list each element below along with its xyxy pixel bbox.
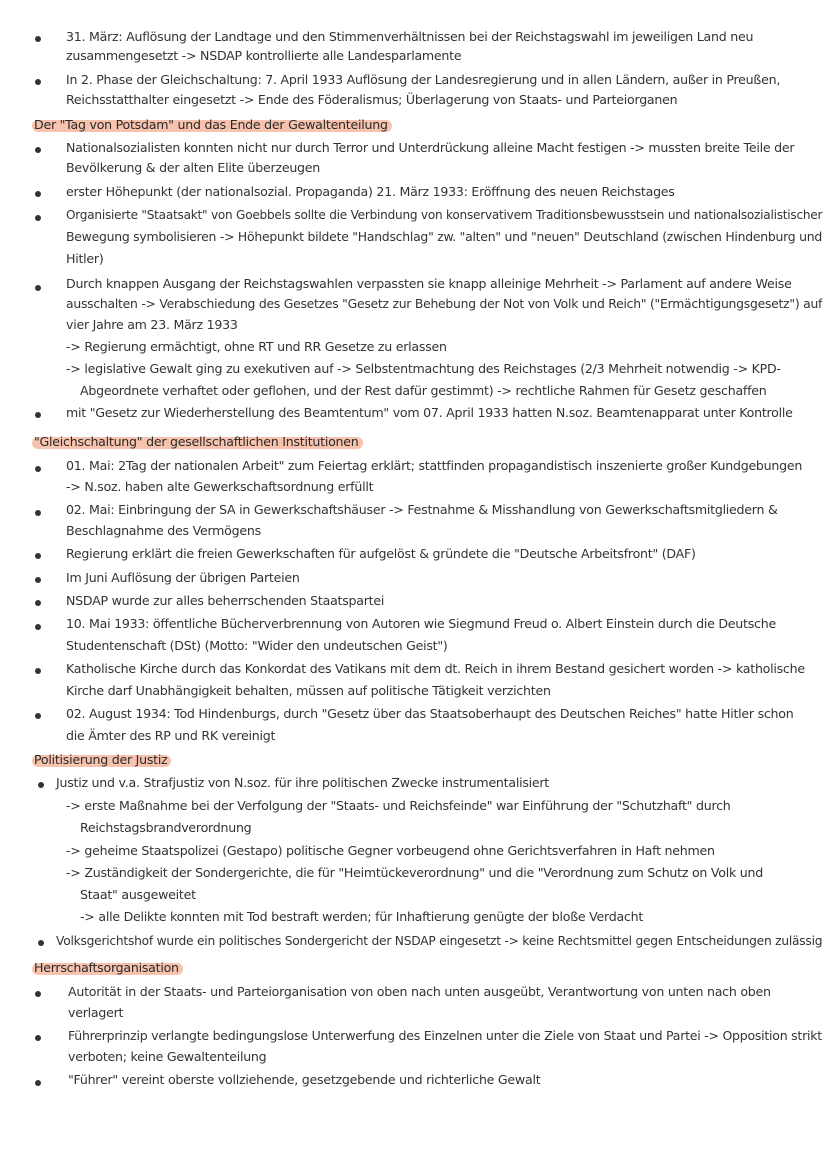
bullet [35,1035,41,1041]
list-item-line: Organisierte "Staatsakt" von Goebbels sollte die Verbindung von konservativem Traditionsbewusstsein und nationalsozialistischer [66,207,823,222]
list-item-line: Staat" ausgeweitet [80,887,196,902]
list-item-line: mit "Gesetz zur Wiederherstellung des Beamtentum" vom 07. April 1933 hatten N.soz. Beamtenapparat unter Kontrolle [66,405,793,420]
list-item-line: 02. Mai: Einbringung der SA in Gewerkschaftshäuser -> Festnahme & Misshandlung von Gewerkschaftsmitgliedern & [66,502,778,517]
list-item-line: ausschalten -> Verabschiedung des Gesetzes "Gesetz zur Behebung der Not von Volk und Reich" ("Ermächtigungsgesetz") auf [66,296,823,311]
bullet [35,600,41,606]
list-item-line: Autorität in der Staats- und Parteiorganisation von oben nach unten ausgeübt, Verantwortung von unten nach oben [68,984,771,999]
list-item-line: 02. August 1934: Tod Hindenburgs, durch "Gesetz über das Staatsoberhaupt des Deutschen Reiches" hatte Hitler schon [66,706,794,721]
bullet [35,36,41,42]
bullet [35,191,41,197]
section-heading: Politisierung der Justiz [34,749,167,771]
list-item-line: 31. März: Auflösung der Landtage und den Stimmenverhältnissen bei der Reichstagswahl im jeweiligen Land neu [66,29,754,44]
list-item-line: Regierung erklärt die freien Gewerkschaften für aufgelöst & gründete die "Deutsche Arbeitsfront" (DAF) [66,546,696,561]
list-item-line: Führerprinzip verlangte bedingungslose Unterwerfung des Einzelnen unter die Ziele von Staat und Partei -> Opposition strikt [68,1028,822,1043]
list-item-line: Bevölkerung & der alten Elite überzeugen [66,160,321,175]
list-item-line: -> geheime Staatspolizei (Gestapo) politische Gegner vorbeugend ohne Gerichtsverfahren in Haft nehmen [66,843,715,858]
list-item-line: Reichsstatthalter eingesetzt -> Ende des Föderalismus; Überlagerung von Staats- und Parteiorganen [66,92,678,107]
bullet [35,215,41,221]
list-item-line: Justiz und v.a. Strafjustiz von N.soz. für ihre politischen Zwecke instrumentalisiert [56,775,549,790]
list-item-line: zusammengesetzt -> NSDAP kontrollierte alle Landesparlamente [66,48,462,63]
list-item-line: die Ämter des RP und RK vereinigt [66,728,276,743]
list-item-line: NSDAP wurde zur alles beherrschenden Staatspartei [66,593,385,608]
bullet [35,577,41,583]
list-item-line: Hitler) [66,251,104,266]
list-item-line: -> Zuständigkeit der Sondergerichte, die für "Heimtückeverordnung" und die "Verordnung zum Schutz on Volk und [66,865,764,880]
list-item-line: In 2. Phase der Gleichschaltung: 7. April 1933 Auflösung der Landesregierung und in allen Ländern, außer in Preußen, [66,72,781,87]
list-item-line: Im Juni Auflösung der übrigen Parteien [66,570,300,585]
list-item-line: Volksgerichtshof wurde ein politisches Sondergericht der NSDAP eingesetzt -> keine Rechtsmittel gegen Entscheidungen zulässig [56,933,823,948]
list-item-line: -> N.soz. haben alte Gewerkschaftsordnung erfüllt [66,479,374,494]
section-heading: Der "Tag von Potsdam" und das Ende der Gewaltenteilung [34,114,388,136]
bullet [35,510,41,516]
bullet [35,553,41,559]
section-heading: "Gleichschaltung" der gesellschaftlichen Institutionen [34,431,359,453]
list-item-line: erster Höhepunkt (der nationalsozial. Propaganda) 21. März 1933: Eröffnung des neuen Reichstages [66,184,675,199]
list-item-line: Durch knappen Ausgang der Reichstagswahlen verpassten sie knapp alleinige Mehrheit -> Parlament auf andere Weise [66,276,792,291]
bullet [35,991,41,997]
list-item-line: Beschlagnahme des Vermögens [66,523,261,538]
bullet [35,1080,41,1086]
list-item-line: Reichstagsbrandverordnung [80,820,252,835]
list-item-line: Kirche darf Unabhängigkeit behalten, müssen auf politische Tätigkeit verzichten [66,683,551,698]
list-item-line: 01. Mai: 2Tag der nationalen Arbeit" zum Feiertag erklärt; stattfinden propagandistisch inszenierte großer Kundgebungen [66,458,803,473]
list-item-line: 10. Mai 1933: öffentliche Bücherverbrennung von Autoren wie Siegmund Freud o. Albert Einstein durch die Deutsche [66,616,776,631]
bullet [35,713,41,719]
bullet [35,412,41,418]
list-item-line: verlagert [68,1005,124,1020]
list-item-line: -> alle Delikte konnten mit Tod bestraft werden; für Inhaftierung genügte der bloße Verdacht [80,909,644,924]
bullet [35,466,41,472]
list-item-line: -> erste Maßnahme bei der Verfolgung der "Staats- und Reichsfeinde" war Einführung der "Schutzhaft" durch [66,798,731,813]
list-item-line: -> Regierung ermächtigt, ohne RT und RR Gesetze zu erlassen [66,339,447,354]
bullet [35,147,41,153]
list-item-line: Nationalsozialisten konnten nicht nur durch Terror und Unterdrückung alleine Macht festigen -> mussten breite Teile der [66,140,795,155]
bullet [38,782,44,788]
list-item-line: -> legislative Gewalt ging zu exekutiven auf -> Selbstentmachtung des Reichstages (2/3 Mehrheit notwendig -> KPD- [66,361,781,376]
bullet [38,940,44,946]
list-item-line: "Führer" vereint oberste vollziehende, gesetzgebende und richterliche Gewalt [68,1072,541,1087]
section-heading: Herrschaftsorganisation [34,957,179,979]
list-item-line: Studentenschaft (DSt) (Motto: "Wider den undeutschen Geist") [66,638,448,653]
bullet [35,285,41,291]
list-item-line: Bewegung symbolisieren -> Höhepunkt bildete "Handschlag" zw. "alten" und "neuen" Deutschland (zwischen Hindenburg und [66,229,822,244]
list-item-line: vier Jahre am 23. März 1933 [66,317,238,332]
list-item-line: Abgeordnete verhaftet oder geflohen, und der Rest dafür gestimmt) -> rechtliche Rahmen für Gesetz geschaffen [80,383,767,398]
list-item-line: Katholische Kirche durch das Konkordat des Vatikans mit dem dt. Reich in ihrem Bestand gesichert worden -> katholische [66,661,805,676]
bullet [35,668,41,674]
list-item-line: verboten; keine Gewaltenteilung [68,1049,267,1064]
bullet [35,79,41,85]
bullet [35,624,41,630]
